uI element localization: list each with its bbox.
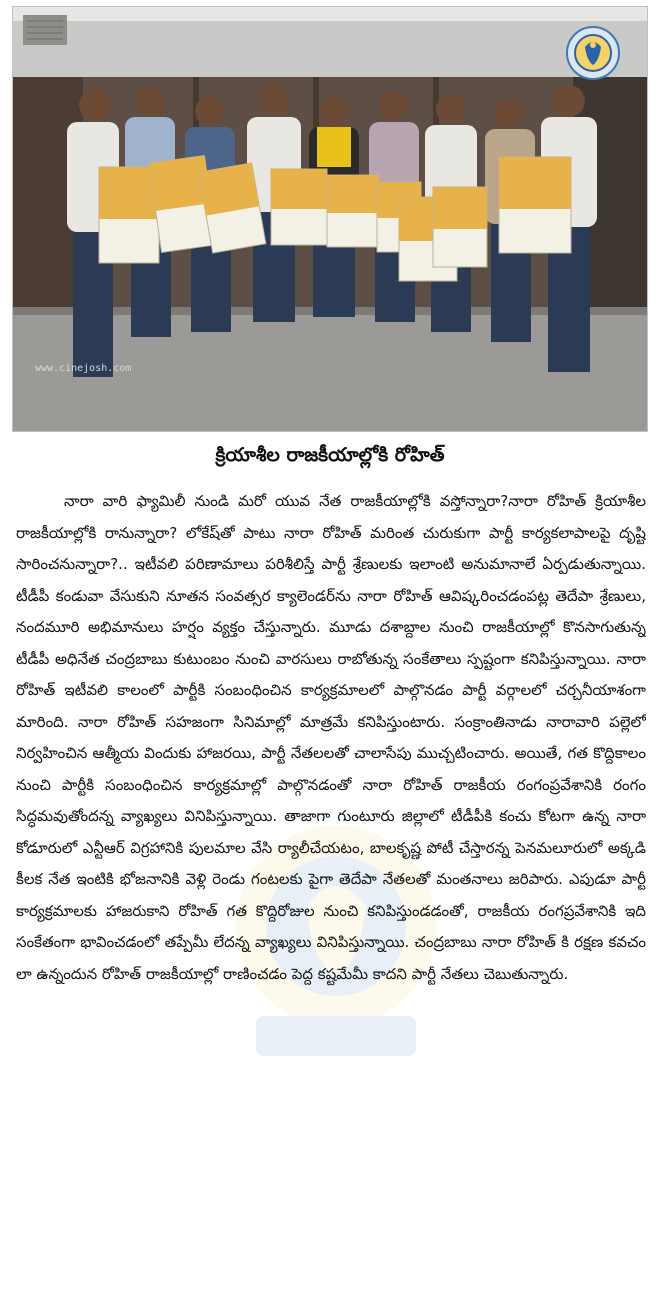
photo-watermark-url: www.cinejosh.com xyxy=(35,363,132,374)
cinejosh-logo-icon xyxy=(567,27,619,79)
article-body xyxy=(16,486,646,1276)
event-photo xyxy=(12,6,648,432)
article-headline: క్రియాశీల రాజకీయాల్లోకి రోహిత్ xyxy=(215,444,445,466)
article-paragraph: నారా వారి ఫ్యామిలీ నుండి మరో యువ నేత రాజకీయాల్లోకి వస్తోన్నారా?నారా రోహిత్ క్రియాశీల రాజకీయాల్లోకి రానున్నారా? లోకేష్‌తో పాటు నారా రోహిత్ మరింత చురుకుగా పార్టీ కార్యకలాపాలపై దృష్టి సారించనున్నారా?.. ఇటీవలి పరిణామాలు పరిశీలిస్తే పార్టీ శ్రేణులకు ఇలాంటి అనుమానాలే ఏర్పడుతున్నాయి. టీడీపీ కండువా వేసుకుని నూతన సంవత్సర క్యాలెండర్‌ను నారా రోహిత్ ఆవిష్కరించడంపట్ల తెదేపా శ్రేణులు, నందమూరి అభిమానులు హర్షం వ్యక్తం చేస్తున్నారు. మూడు దశాబ్దాల నుంచి రాజకీయాల్లో కొనసాగుతున్న టీడీపీ అధినేత చంద్రబాబు కుటుంబం నుంచి వారసులు రాబోతున్న సంకేతాలు స్పష్టంగా కనిపిస్తున్నాయి. నారా రోహిత్ ఇటీవలి కాలంలో పార్టీకి సంబంధించిన కార్యక్రమాలలో పాల్గొనడం పార్టీ వర్గాలలో చర్చనీయాశంగా మారింది. నారా రోహిత్ సహజంగా సినిమాల్లో మాత్రమే కనిపిస్తుంటారు. సంక్రాంతినాడు నారావారి పల్లెలో నిర్వహించిన ఆత్మీయ విందుకు హాజరయి, పార్టీ నేతలలతో చాలాసేపు ముచ్చటించారు. అయితే, గత కొద్దికాలం నుంచి పార్టీకి సంబంధించిన కార్యక్రమాల్లో పాల్గొనడంతో నారా రోహిత్ రాజకీయ రంగంప్రవేశానికి రంగం సిద్ధమవుతోందన్న వ్యాఖ్యలు వినిపిస్తున్నాయి. తాజాగా గుంటూరు జిల్లాలో టీడీపీకి కంచు కోటగా ఉన్న నారా కోడూరులో ఎన్టీఆర్ విగ్రహానికి పులమాల వేసి ర్యాలీచేయటం, బాలకృష్ణ పోటీ చేస్తారన్న పెనమలూరులో అక్కడి కీలక నేత ఇంటికి భోజనానికి వెళ్లి రెండు గంటలకు పైగా తెదేపా నేతలతో మంతనాలు జరిపారు. ఎపుడూ పార్టీ కార్యక్రమాలకు హాజరుకాని రోహిత్ గత కొద్దిరోజుల నుంచి కనిపిస్తుండడంతో, రాజకీయ రంగప్రవేశానికి ఇది సంకేతంగా భావించడంలో తప్పేమీ లేదన్న వ్యాఖ్యలు వినిపిస్తున్నాయి. చంద్రబాబు నారా రోహిత్ కి రక్షణ కవచం లా ఉన్నందున రోహిత్ రాజకీయాల్లో రాణించడం పెద్ద కష్టమేమీ కాదని పార్టీ నేతలు చెబుతున్నారు. xyxy=(16,492,646,983)
